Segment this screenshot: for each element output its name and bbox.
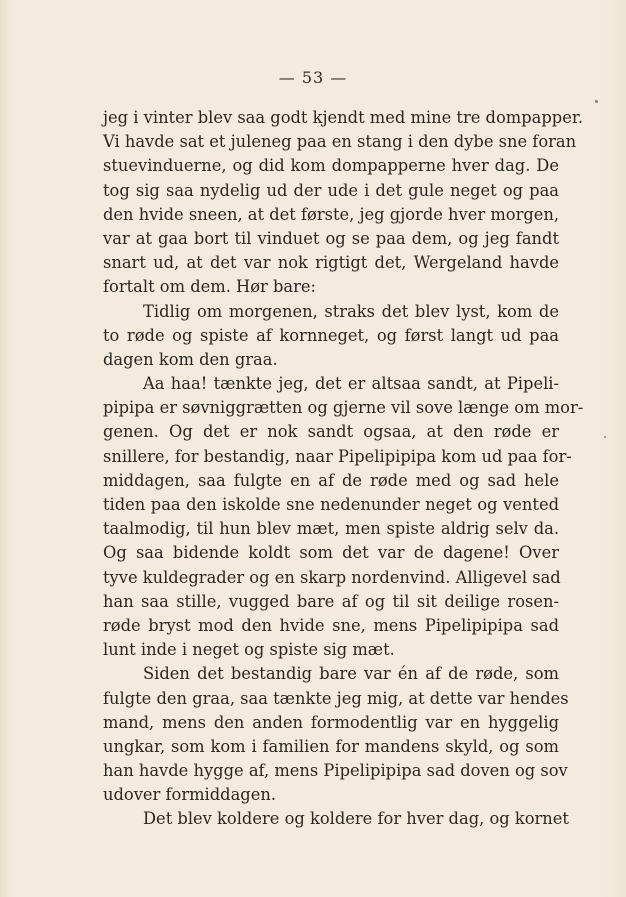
text-line: han saa stille, vugged bare af og til sit deilige rosen- [103,591,559,611]
text-line: Siden det bestandig bare var én af de røde, som [143,664,559,684]
text-line: ungkar, som kom i familien for mandens skyld, og som [103,736,559,756]
text-line: Tidlig om morgenen, straks det blev lyst, kom de [143,301,559,321]
body-text [103,106,584,832]
text-line: fortalt om dem. Hør bare: [103,277,317,297]
text-line: Og saa bidende koldt som det var de dagene! Over [103,543,559,563]
text-line: to røde og spiste af kornneget, og først langt ud paa [103,325,559,345]
text-line: genen. Og det er nok sandt ogsaa, at den røde er [103,422,559,442]
text-line: var at gaa bort til vinduet og se paa dem, og jeg fandt [103,228,559,248]
page-number: — 53 — [278,68,348,87]
text-line: taalmodig, til hun blev mæt, men spiste aldrig selv da. [103,519,559,539]
text-line: stuevinduerne, og did kom dompapperne hver dag. De [103,156,559,176]
text-line: Det blev koldere og koldere for hver dag, og kornet [143,809,569,829]
text-line: snart ud, at det var nok rigtigt det, Wergeland havde [103,253,559,273]
text-line: Vi havde sat et juleneg paa en stang i den dybe sne foran [103,132,577,152]
text-line: udover formiddagen. [103,785,277,805]
text-line: lunt inde i neget og spiste sig mæt. [103,640,395,660]
text-line: han havde hygge af, mens Pipelipipipa sad doven og sov [103,761,568,781]
text-line: Aa haa! tænkte jeg, det er altsaa sandt, at Pipeli- [143,374,559,394]
print-speck [604,436,606,438]
print-speck [595,100,598,103]
text-line: jeg i vinter blev saa godt kjendt med mine tre dompapper. [103,108,584,127]
text-line: dagen kom den graa. [103,349,278,369]
text-line: tiden paa den iskolde sne nedenunder neget og vented [103,495,559,514]
text-line: snillere, for bestandig, naar Pipelipipipa kom ud paa for- [103,446,572,466]
text-line: mand, mens den anden formodentlig var en hyggelig [103,712,559,732]
text-line: middagen, saa fulgte en af de røde med og sad hele [103,470,559,490]
text-line: fulgte den graa, saa tænkte jeg mig, at dette var hendes [103,688,569,708]
text-line: pipipa er søvniggrætten og gjerne vil sove længe om mor- [103,398,584,418]
text-line: den hvide sneen, at det første, jeg gjorde hver morgen, [103,204,560,224]
text-line: røde bryst mod den hvide sne, mens Pipelipipipa sad [103,615,559,635]
text-line: tyve kuldegrader og en skarp nordenvind. Alligevel sad [103,567,561,587]
text-line: tog sig saa nydelig ud der ude i det gule neget og paa [103,180,559,200]
